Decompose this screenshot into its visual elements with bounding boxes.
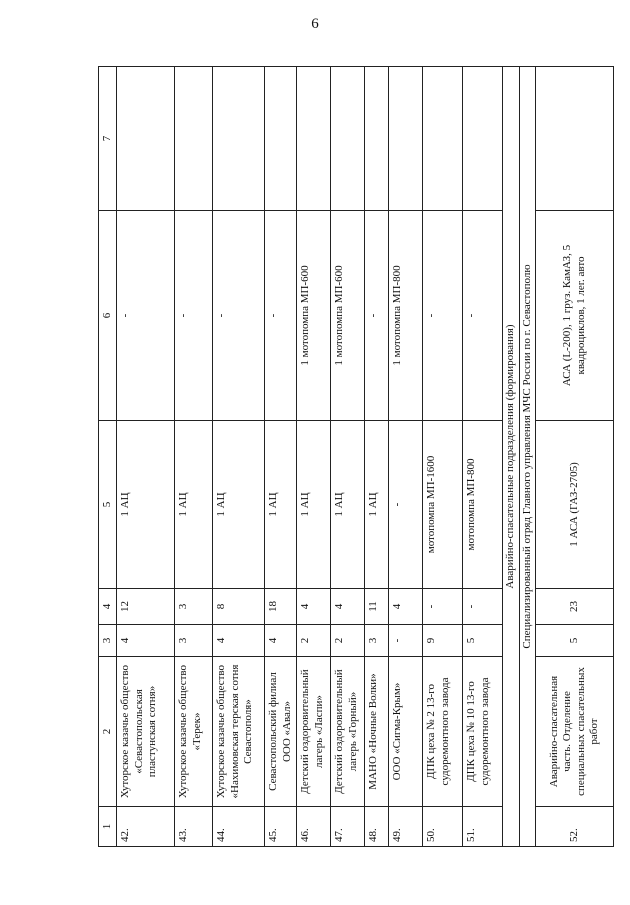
row-col5: 1 АЦ [213,421,265,589]
row-col4: 4 [331,589,365,625]
table-row [365,67,389,847]
row-name: МАНО «Ночные Волки» [365,657,389,807]
row-col7 [117,67,175,211]
table-row [536,67,614,847]
table-row [423,67,463,847]
row-col6: - [213,211,265,421]
row-col6: 1 мотопомпа МП-800 [389,211,423,421]
row-number: 45. [265,807,297,847]
row-col3: 3 [175,625,213,657]
table-row [265,67,297,847]
page-number: 6 [311,16,319,32]
header-cell: 4 [99,589,117,625]
row-col6: - [175,211,213,421]
row-name: Детский оздоровительный лагерь «Горный» [331,657,365,807]
row-col5: мотопомпа МП-1600 [423,421,463,589]
row-number: 47. [331,807,365,847]
row-col5: 1 АЦ [297,421,331,589]
row-col7 [213,67,265,211]
table-row [297,67,331,847]
table-row [331,67,365,847]
row-col3: 5 [536,625,614,657]
row-number: 43. [175,807,213,847]
row-col7 [423,67,463,211]
rotated-table-wrapper [98,67,600,847]
row-name: ООО «Сигма-Крым» [389,657,423,807]
row-col3: 4 [265,625,297,657]
row-col7 [536,67,614,211]
row-col4: 11 [365,589,389,625]
row-col6: - [423,211,463,421]
table-row [175,67,213,847]
row-col4: - [423,589,463,625]
row-col3: - [389,625,423,657]
resources-table [98,66,614,847]
row-col4: 12 [117,589,175,625]
row-col7 [389,67,423,211]
row-col3: 5 [463,625,503,657]
row-number: 42. [117,807,175,847]
row-number: 46. [297,807,331,847]
row-number: 44. [213,807,265,847]
row-col6: 1 мотопомпа МП-600 [297,211,331,421]
row-number: 51. [463,807,503,847]
row-col7 [365,67,389,211]
row-col5: 1 АЦ [265,421,297,589]
row-col5: 1 АЦ [365,421,389,589]
row-col6: - [463,211,503,421]
row-col3: 2 [297,625,331,657]
row-col4: 18 [265,589,297,625]
header-cell: 1 [99,807,117,847]
row-col5: 1 АСА (ГАЗ-2705) [536,421,614,589]
row-col7 [175,67,213,211]
header-cell: 5 [99,421,117,589]
row-col4: 4 [389,589,423,625]
row-number: 52. [536,807,614,847]
row-col5: мотопомпа МП-800 [463,421,503,589]
row-number: 50. [423,807,463,847]
row-name: Хуторское казачье общество «Севастопольская пластунская сотня» [117,657,175,807]
row-col7 [463,67,503,211]
row-col7 [331,67,365,211]
row-col3: 9 [423,625,463,657]
row-col6: АСА (L-200), 1 груз. КамАЗ, 5 квадроциклов, 1 лег. авто [536,211,614,421]
row-name: Хуторское казачье общество «Нахимовская терская сотня Севастополя» [213,657,265,807]
row-col5: - [389,421,423,589]
table-row [117,67,175,847]
header-cell: 3 [99,625,117,657]
subsection-title: Специализированный отряд Главного управления МЧС России по г. Севастополю [519,67,535,847]
row-col5: 1 АЦ [175,421,213,589]
row-col3: 3 [365,625,389,657]
row-col6: - [365,211,389,421]
section-title: Аварийно-спасательные подразделения (формирования) [503,67,519,847]
row-col3: 4 [117,625,175,657]
subsection-row [519,67,535,847]
row-col4: 4 [297,589,331,625]
table-row [463,67,503,847]
row-name: Детский оздоровительный лагерь «Ласпи» [297,657,331,807]
row-name: ДПК цеха № 2 13-го судоремонтного завода [423,657,463,807]
row-number: 49. [389,807,423,847]
row-col6: 1 мотопомпа МП-600 [331,211,365,421]
header-cell: 7 [99,67,117,211]
row-col4: 3 [175,589,213,625]
row-col6: - [265,211,297,421]
header-cell: 2 [99,657,117,807]
row-name: Хуторское казачье общество «Терек» [175,657,213,807]
row-col4: 8 [213,589,265,625]
row-col3: 4 [213,625,265,657]
section-row [503,67,519,847]
row-name: Севастопольский филиал ООО «Авал» [265,657,297,807]
row-col7 [297,67,331,211]
table-row [389,67,423,847]
row-col7 [265,67,297,211]
table-body [117,67,503,847]
row-col4: - [463,589,503,625]
row-col6: - [117,211,175,421]
header-row [99,67,117,847]
row-number: 48. [365,807,389,847]
table-row [213,67,265,847]
row-name: ДПК цеха № 10 13-го судоремонтного завода [463,657,503,807]
row-col4: 23 [536,589,614,625]
row-name: Аварийно-спасательная часть. Отделение специальных спасательных работ [536,657,614,807]
row-col5: 1 АЦ [331,421,365,589]
header-cell: 6 [99,211,117,421]
row-col5: 1 АЦ [117,421,175,589]
row-col3: 2 [331,625,365,657]
